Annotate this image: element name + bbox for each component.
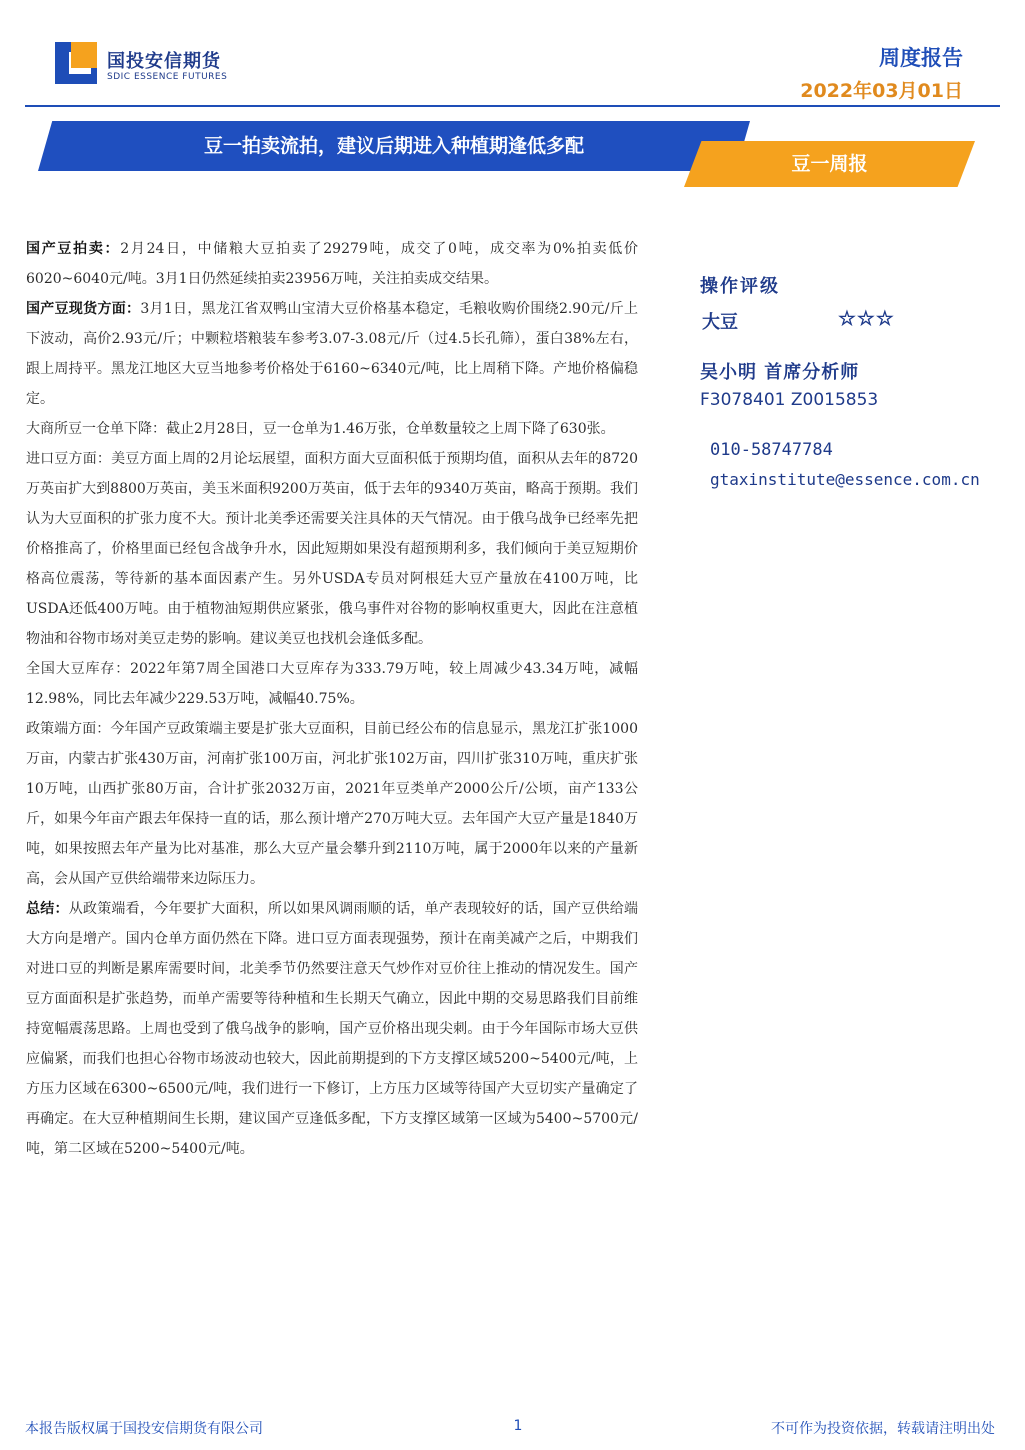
paragraph-lead: 国产豆现货方面： (26, 301, 141, 317)
paragraph-text: 全国大豆库存：2022年第7周全国港口大豆库存为333.79万吨，较上周减少43.34万吨，减幅12.98%，同比去年减少229.53万吨，减幅40.75%。 (26, 661, 638, 707)
paragraph-text: 从政策端看，今年要扩大面积，所以如果风调雨顺的话，单产表现较好的话，国产豆供给端大方向是增产。国内仓单方面仍然在下降。进口豆方面表现强势，预计在南美减产之后，中期我们对进口豆的判断是累库需要时间，北美季节仍然要注意天气炒作对豆价往上推动的情况发生。国产豆方面面积是扩张趋势，而单产需要等待种植和生长期天气确立，因此中期的交易思路我们目前维持宽幅震荡思路。上周也受到了俄乌战争的影响，国产豆价格出现尖刺。由于今年国际市场大豆供应偏紧，而我们也担心谷物市场波动也较大，因此前期提到的下方支撑区域5200~5400元/吨，上方压力区域在6300~6500元/吨，我们进行一下修订，上方压力区域等待国产大豆切实产量确定了再确定。在大豆种植期间生长期，建议国产豆逢低多配，下方支撑区域第一区域为5400~5700元/吨，第二区域在5200~5400元/吨。 (26, 901, 639, 1157)
report-title: 豆一拍卖流拍，建议后期进入种植期逢低多配 (203, 135, 584, 157)
analyst-cert: F3078401 Z0015853 (700, 390, 879, 410)
paragraph-lead: 总结： (26, 901, 69, 917)
paragraph-text: 大商所豆一仓单下降：截止2月28日，豆一仓单为1.46万张，仓单数量较之上周下降了630张。 (26, 421, 615, 437)
contact-email[interactable]: gtaxinstitute@essence.com.cn (710, 470, 980, 489)
paragraph-lead: 国产豆拍卖： (26, 241, 121, 257)
page-number: 1 (513, 1418, 523, 1434)
paragraph-text: 进口豆方面：美豆方面上周的2月论坛展望，面积方面大豆面积低于预期均值，面积从去年的8720万英亩扩大到8800万英亩，美玉米面积9200万英亩，低于去年的9340万英亩，略高于预期。我们认为大豆面积的扩张力度不大。预计北美季还需要关注具体的天气情况。由于俄乌战争已经率先把价格推高了，价格里面已经包含战争升水，因此短期如果没有超预期利多，我们倾向于美豆短期价格高位震荡，等待新的基本面因素产生。另外USDA专员对阿根廷大豆产量放在4100万吨，比USDA还低400万吨。由于植物油短期供应紧张，俄乌事件对谷物的影响权重更大，因此在注意植物油和谷物市场对美豆走势的影响。建议美豆也找机会逢低多配。 (26, 451, 638, 647)
sidebar (700, 272, 1020, 489)
analyst-name: 吴小明 首席分析师 (700, 362, 860, 383)
rating-item: 大豆 (702, 312, 738, 333)
paragraph-text: 2月24日，中储粮大豆拍卖了29279吨，成交了0吨，成交率为0%拍卖低价6020~6040元/吨。3月1日仍然延续拍卖23956万吨，关注拍卖成交结果。 (26, 241, 639, 287)
logo-name-cn: 国投安信期货 (107, 51, 221, 72)
logo-name-en: SDIC ESSENCE FUTURES (107, 72, 228, 82)
paragraph-summary (26, 894, 638, 1164)
paragraph-policy (26, 714, 638, 894)
report-body (26, 234, 638, 1164)
rating-label: 操作评级 (700, 276, 780, 297)
paragraph-warehouse (26, 414, 638, 444)
rating-row (700, 304, 1020, 338)
rating-stars-icon: ☆☆☆ (838, 306, 895, 330)
paragraph-spot (26, 294, 638, 414)
report-type: 周度报告 (879, 46, 963, 70)
paragraph-import (26, 444, 638, 654)
report-date: 2022年03月01日 (800, 80, 963, 102)
report-tag: 豆一周报 (791, 153, 868, 175)
paragraph-text: 政策端方面：今年国产豆政策端主要是扩张大豆面积，目前已经公布的信息显示，黑龙江扩张1000万亩，内蒙古扩张430万亩，河南扩张100万亩，河北扩张102万亩，四川扩张310万吨，重庆扩张10万吨，山西扩张80万亩，合计扩张2032万亩，2021年豆类单产2000公斤/公顷，亩产133公斤，如果今年亩产跟去年保持一直的话，那么预计增产270万吨大豆。去年国产大豆产量是1840万吨，如果按照去年产量为比对基准，那么大豆产量会攀升到2110万吨，属于2000年以来的产量新高，会从国产豆供给端带来边际压力。 (26, 721, 638, 887)
header-divider (25, 105, 1000, 107)
footer-copyright: 本报告版权属于国投安信期货有限公司 (25, 1421, 263, 1437)
paragraph-inventory (26, 654, 638, 714)
paragraph-text: 3月1日，黑龙江省双鸭山宝清大豆价格基本稳定，毛粮收购价围绕2.90元/斤上下波动，高价2.93元/斤；中颗粒塔粮装车参考3.07-3.08元/斤（过4.5长孔筛），蛋白38%左右，跟上周持平。黑龙江地区大豆当地参考价格处于6160~6340元/吨，比上周稍下降。产地价格偏稳定。 (26, 301, 638, 407)
contact-phone: 010-58747784 (710, 440, 833, 460)
logo-mark-icon (55, 42, 97, 84)
paragraph-auction (26, 234, 638, 294)
company-logo (55, 42, 235, 87)
footer-disclaimer: 不可作为投资依据，转载请注明出处 (771, 1421, 995, 1437)
